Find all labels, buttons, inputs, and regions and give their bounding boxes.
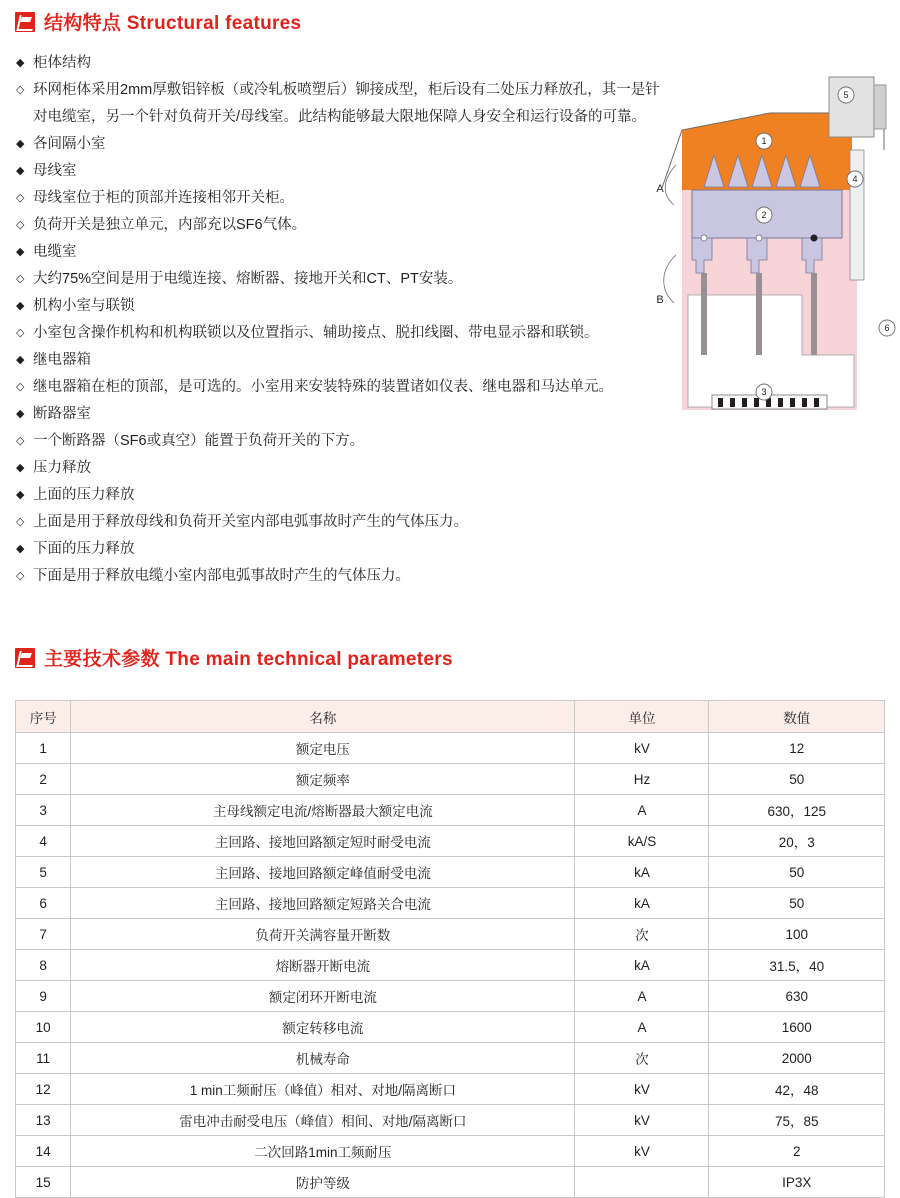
cell-name: 雷电冲击耐受电压（峰值）相间、对地/隔离断口 (71, 1105, 575, 1136)
feature-text: 柜体结构 (33, 55, 91, 71)
cell-value: 75，85 (709, 1105, 885, 1136)
bullet-icon: ◆ (16, 462, 25, 474)
feature-item (16, 563, 666, 590)
feature-item (16, 536, 666, 563)
cell-no: 10 (16, 1012, 71, 1043)
cell-value: 42，48 (709, 1074, 885, 1105)
feature-text: 母线室 (33, 163, 77, 179)
svg-text:3: 3 (761, 387, 767, 397)
cell-value: 20，3 (709, 826, 885, 857)
feature-list (16, 50, 666, 590)
feature-item (16, 482, 666, 509)
cell-name: 额定转移电流 (71, 1012, 575, 1043)
feature-item (16, 266, 666, 293)
cell-no: 11 (16, 1043, 71, 1074)
table-row (16, 733, 885, 764)
feature-item (16, 293, 666, 320)
cell-name: 负荷开关满容量开断数 (71, 919, 575, 950)
section-marker-icon (15, 12, 35, 32)
bullet-icon: ◇ (16, 273, 25, 285)
cell-value: 100 (709, 919, 885, 950)
cell-value: 630，125 (709, 795, 885, 826)
cell-name: 主回路、接地回路额定短路关合电流 (71, 888, 575, 919)
feature-text: 电缆室 (33, 244, 77, 260)
feature-text: 母线室位于柜的顶部并连接相邻开关柜。 (33, 190, 294, 206)
column-header-no: 序号 (16, 701, 71, 733)
feature-text: 继电器箱 (33, 352, 91, 368)
cell-unit: kV (575, 1105, 709, 1136)
table-row (16, 888, 885, 919)
cell-name: 1 min工频耐压（峰值）相对、对地/隔离断口 (71, 1074, 575, 1105)
cell-value: 2 (709, 1136, 885, 1167)
cell-value: 12 (709, 733, 885, 764)
cell-no: 7 (16, 919, 71, 950)
feature-text: 大约75%空间是用于电缆连接、熔断器、接地开关和CT、PT安装。 (33, 271, 463, 287)
cell-no: 14 (16, 1136, 71, 1167)
feature-item (16, 185, 666, 212)
bullet-icon: ◆ (16, 57, 25, 69)
bullet-icon: ◇ (16, 192, 25, 204)
cell-name: 额定电压 (71, 733, 575, 764)
cell-name: 额定频率 (71, 764, 575, 795)
cell-name: 防护等级 (71, 1167, 575, 1198)
table-row (16, 1105, 885, 1136)
cell-unit: kV (575, 1136, 709, 1167)
cell-no: 12 (16, 1074, 71, 1105)
feature-text: 环网柜体采用2mm厚敷铝锌板（或冷轧板喷塑后）铆接成型，柜后设有二处压力释放孔，其一是针对电缆室，另一个针对负荷开关/母线室。此结构能够最大限地保障人身安全和运行设备的可靠。 (33, 82, 660, 125)
bullet-icon: ◇ (16, 219, 25, 231)
cell-unit: kV (575, 733, 709, 764)
cell-value: 31.5，40 (709, 950, 885, 981)
bullet-icon: ◇ (16, 84, 25, 96)
column-header-unit: 单位 (575, 701, 709, 733)
svg-text:B: B (656, 294, 664, 306)
table-row (16, 1074, 885, 1105)
cell-value: 50 (709, 857, 885, 888)
bullet-icon: ◆ (16, 246, 25, 258)
cell-unit: 次 (575, 919, 709, 950)
cell-value: 2000 (709, 1043, 885, 1074)
bullet-icon: ◇ (16, 516, 25, 528)
table-row (16, 795, 885, 826)
table-row (16, 981, 885, 1012)
cell-no: 1 (16, 733, 71, 764)
cell-no: 5 (16, 857, 71, 888)
cell-no: 4 (16, 826, 71, 857)
feature-text: 上面的压力释放 (33, 487, 135, 503)
cell-no: 3 (16, 795, 71, 826)
table-row (16, 919, 885, 950)
svg-text:6: 6 (884, 323, 890, 333)
feature-text: 压力释放 (33, 460, 91, 476)
cell-value: 1600 (709, 1012, 885, 1043)
feature-item (16, 77, 666, 131)
cell-name: 二次回路1min工频耐压 (71, 1136, 575, 1167)
feature-item (16, 131, 666, 158)
bullet-icon: ◇ (16, 435, 25, 447)
feature-item (16, 401, 666, 428)
switchgear-diagram (652, 55, 897, 445)
cell-unit: A (575, 1012, 709, 1043)
technical-parameters-heading (15, 644, 453, 671)
cell-no: 13 (16, 1105, 71, 1136)
bullet-icon: ◆ (16, 165, 25, 177)
svg-text:A: A (656, 183, 664, 195)
cell-unit: kA/S (575, 826, 709, 857)
column-header-name: 名称 (71, 701, 575, 733)
feature-item (16, 320, 666, 347)
bullet-icon: ◆ (16, 489, 25, 501)
feature-item (16, 347, 666, 374)
table-row (16, 1012, 885, 1043)
table-row (16, 826, 885, 857)
cell-name: 额定闭环开断电流 (71, 981, 575, 1012)
feature-text: 机构小室与联锁 (33, 298, 135, 314)
feature-item (16, 239, 666, 266)
svg-text:2: 2 (761, 210, 767, 220)
bullet-icon: ◆ (16, 138, 25, 150)
feature-text: 下面的压力释放 (33, 541, 135, 557)
bullet-icon: ◆ (16, 543, 25, 555)
bullet-icon: ◆ (16, 408, 25, 420)
cell-no: 9 (16, 981, 71, 1012)
column-header-value: 数值 (709, 701, 885, 733)
cell-unit: A (575, 795, 709, 826)
table-row (16, 1136, 885, 1167)
cell-unit: kA (575, 888, 709, 919)
cell-no: 2 (16, 764, 71, 795)
cell-no: 6 (16, 888, 71, 919)
cell-unit: Hz (575, 764, 709, 795)
feature-item (16, 212, 666, 239)
cell-value: 630 (709, 981, 885, 1012)
cell-unit: kV (575, 1074, 709, 1105)
cell-unit: kA (575, 950, 709, 981)
structural-features-heading (15, 8, 301, 35)
feature-text: 继电器箱在柜的顶部，是可选的。小室用来安装特殊的装置诸如仪表、继电器和马达单元。 (33, 379, 613, 395)
svg-text:4: 4 (852, 174, 858, 184)
feature-text: 小室包含操作机构和机构联锁以及位置指示、辅助接点、脱扣线圈、带电显示器和联锁。 (33, 325, 599, 341)
table-row (16, 764, 885, 795)
bullet-icon: ◇ (16, 381, 25, 393)
cell-name: 熔断器开断电流 (71, 950, 575, 981)
cell-unit: kA (575, 857, 709, 888)
cell-value: 50 (709, 764, 885, 795)
svg-text:1: 1 (761, 136, 767, 146)
feature-text: 下面是用于释放电缆小室内部电弧事故时产生的气体压力。 (33, 568, 410, 584)
table-row (16, 857, 885, 888)
cell-value: IP3X (709, 1167, 885, 1198)
bullet-icon: ◇ (16, 570, 25, 582)
feature-text: 一个断路器（SF6或真空）能置于负荷开关的下方。 (33, 433, 365, 449)
feature-item (16, 428, 666, 455)
cell-name: 主回路、接地回路额定短时耐受电流 (71, 826, 575, 857)
feature-text: 负荷开关是独立单元，内部充以SF6气体。 (33, 217, 307, 233)
section-title: 主要技术参数 The main technical parameters (44, 649, 453, 670)
section-marker-icon (15, 648, 35, 668)
cell-name: 主母线额定电流/熔断器最大额定电流 (71, 795, 575, 826)
feature-text: 上面是用于释放母线和负荷开关室内部电弧事故时产生的气体压力。 (33, 514, 468, 530)
bullet-icon: ◆ (16, 354, 25, 366)
cell-unit: 次 (575, 1043, 709, 1074)
cell-no: 8 (16, 950, 71, 981)
cell-no: 15 (16, 1167, 71, 1198)
section-title: 结构特点 Structural features (44, 13, 302, 34)
feature-item (16, 158, 666, 185)
cell-unit: A (575, 981, 709, 1012)
feature-item (16, 50, 666, 77)
cell-name: 主回路、接地回路额定峰值耐受电流 (71, 857, 575, 888)
feature-text: 断路器室 (33, 406, 91, 422)
cell-value: 50 (709, 888, 885, 919)
table-row (16, 1043, 885, 1074)
table-row (16, 950, 885, 981)
table-header-row (16, 701, 885, 733)
bullet-icon: ◆ (16, 300, 25, 312)
cell-name: 机械寿命 (71, 1043, 575, 1074)
technical-parameters-table (15, 700, 885, 1198)
svg-text:5: 5 (843, 90, 849, 100)
feature-item (16, 374, 666, 401)
feature-item (16, 509, 666, 536)
bullet-icon: ◇ (16, 327, 25, 339)
feature-item (16, 455, 666, 482)
feature-text: 各间隔小室 (33, 136, 106, 152)
